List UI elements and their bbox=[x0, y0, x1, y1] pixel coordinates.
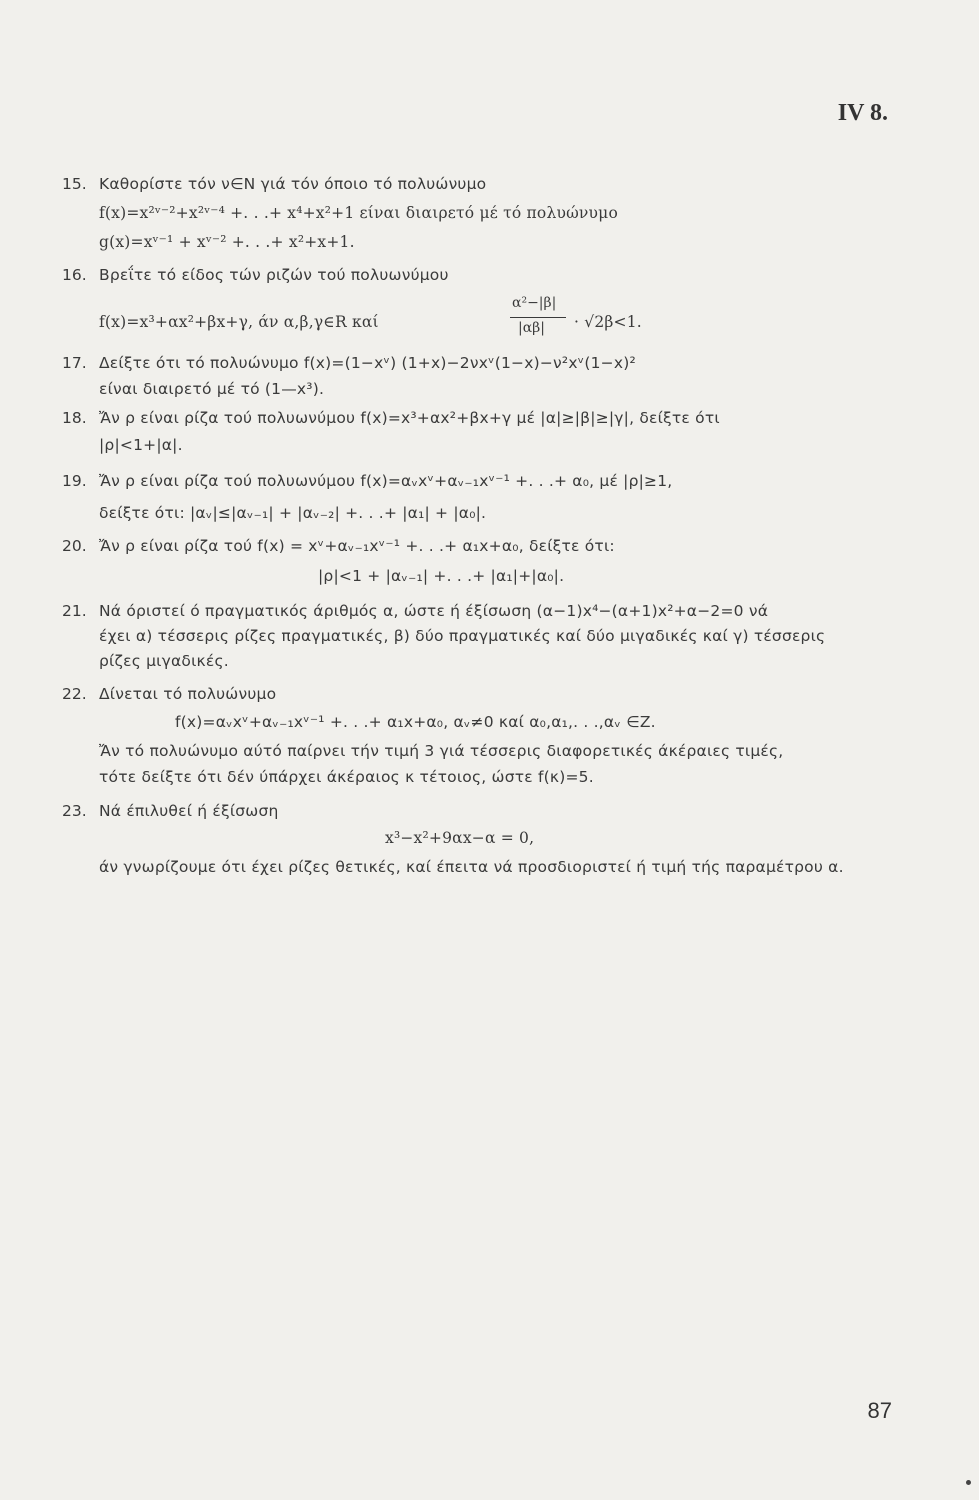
problem-line: f(x)=x³+αx²+βx+γ, άν α,β,γ∈R καί bbox=[99, 313, 379, 331]
problem-number: 15. bbox=[62, 175, 87, 193]
problem-number: 23. bbox=[62, 802, 87, 820]
problem-line: Βρεΐτε τό είδος τών ριζών τού πολυωνύμου bbox=[99, 266, 449, 284]
section-header: IV 8. bbox=[837, 100, 888, 126]
problem-line: Ἄν ρ είναι ρίζα τού πολυωνύμου f(x)=αᵥxᵛ+αᵥ₋₁xᵛ⁻¹ +. . .+ α₀, μέ |ρ|≥1, bbox=[99, 472, 673, 490]
problem-number: 21. bbox=[62, 602, 87, 620]
problem-line: f(x)=x²ᵛ⁻²+x²ᵛ⁻⁴ +. . .+ x⁴+x²+1 είναι διαιρετό μέ τό πολυώνυμο bbox=[99, 204, 618, 222]
problem-number: 20. bbox=[62, 537, 87, 555]
fraction-denominator: |αβ| bbox=[518, 320, 545, 336]
problem-line: έχει α) τέσσερις ρίζες πραγματικές, β) δύο πραγματικές καί δύο μιγαδικές καί γ) τέσσερις bbox=[99, 627, 826, 645]
problem-line: g(x)=xᵛ⁻¹ + xᵛ⁻² +. . .+ x²+x+1. bbox=[99, 233, 355, 251]
fraction-bar bbox=[510, 317, 566, 318]
problem-number: 18. bbox=[62, 409, 87, 427]
problem-line: Νά έπιλυθεί ή έξίσωση bbox=[99, 802, 279, 820]
problem-line: Ἄν τό πολυώνυμο αύτό παίρνει τήν τιμή 3 γιά τέσσερις διαφορετικές άκέραιες τιμές, bbox=[99, 742, 784, 760]
problem-line: Ἄν ρ είναι ρίζα τού πολυωνύμου f(x)=x³+αx²+βx+γ μέ |α|≥|β|≥|γ|, δείξτε ότι bbox=[99, 409, 720, 427]
problem-line: Καθορίστε τόν ν∈N γιά τόν όποιο τό πολυώνυμο bbox=[99, 175, 487, 193]
problem-line: δείξτε ότι: |αᵥ|≤|αᵥ₋₁| + |αᵥ₋₂| +. . .+ |α₁| + |α₀|. bbox=[99, 504, 487, 522]
problem-line: Ἄν ρ είναι ρίζα τού f(x) = xᵛ+αᵥ₋₁xᵛ⁻¹ +. . .+ α₁x+α₀, δείξτε ότι: bbox=[99, 537, 615, 555]
problem-line: Δίνεται τό πολυώνυμο bbox=[99, 685, 277, 703]
problem-number: 22. bbox=[62, 685, 87, 703]
problem-line: Δείξτε ότι τό πολυώνυμο f(x)=(1−xᵛ) (1+x)−2νxᵛ(1−x)−ν²xᵛ(1−x)² bbox=[99, 354, 636, 372]
corner-mark bbox=[966, 1480, 971, 1485]
problem-line: |ρ|<1+|α|. bbox=[99, 436, 183, 454]
page-number: 87 bbox=[867, 1398, 892, 1423]
problem-line: είναι διαιρετό μέ τό (1—x³). bbox=[99, 380, 325, 398]
problem-line: άν γνωρίζουμε ότι έχει ρίζες θετικές, καί έπειτα νά προσδιοριστεί ή τιμή τής παραμέτρου α. bbox=[99, 858, 844, 876]
problem-number: 19. bbox=[62, 472, 87, 490]
problem-number: 17. bbox=[62, 354, 87, 372]
problem-line: τότε δείξτε ότι δέν ύπάρχει άκέραιος κ τέτοιος, ώστε f(κ)=5. bbox=[99, 768, 594, 786]
problem-line: Νά όριστεί ό πραγματικός άριθμός α, ώστε ή έξίσωση (α−1)x⁴−(α+1)x²+α−2=0 νά bbox=[99, 602, 769, 620]
problem-line: ρίζες μιγαδικές. bbox=[99, 652, 229, 670]
problem-line: · √2β<1. bbox=[574, 313, 642, 331]
problem-number: 16. bbox=[62, 266, 87, 284]
fraction-numerator: α²−|β| bbox=[512, 295, 557, 311]
problem-line: f(x)=αᵥxᵛ+αᵥ₋₁xᵛ⁻¹ +. . .+ α₁x+α₀, αᵥ≠0 καί α₀,α₁,. . .,αᵥ ∈Z. bbox=[175, 713, 656, 731]
problem-line: |ρ|<1 + |αᵥ₋₁| +. . .+ |α₁|+|α₀|. bbox=[318, 567, 565, 585]
problem-line: x³−x²+9αx−α = 0, bbox=[385, 829, 535, 847]
